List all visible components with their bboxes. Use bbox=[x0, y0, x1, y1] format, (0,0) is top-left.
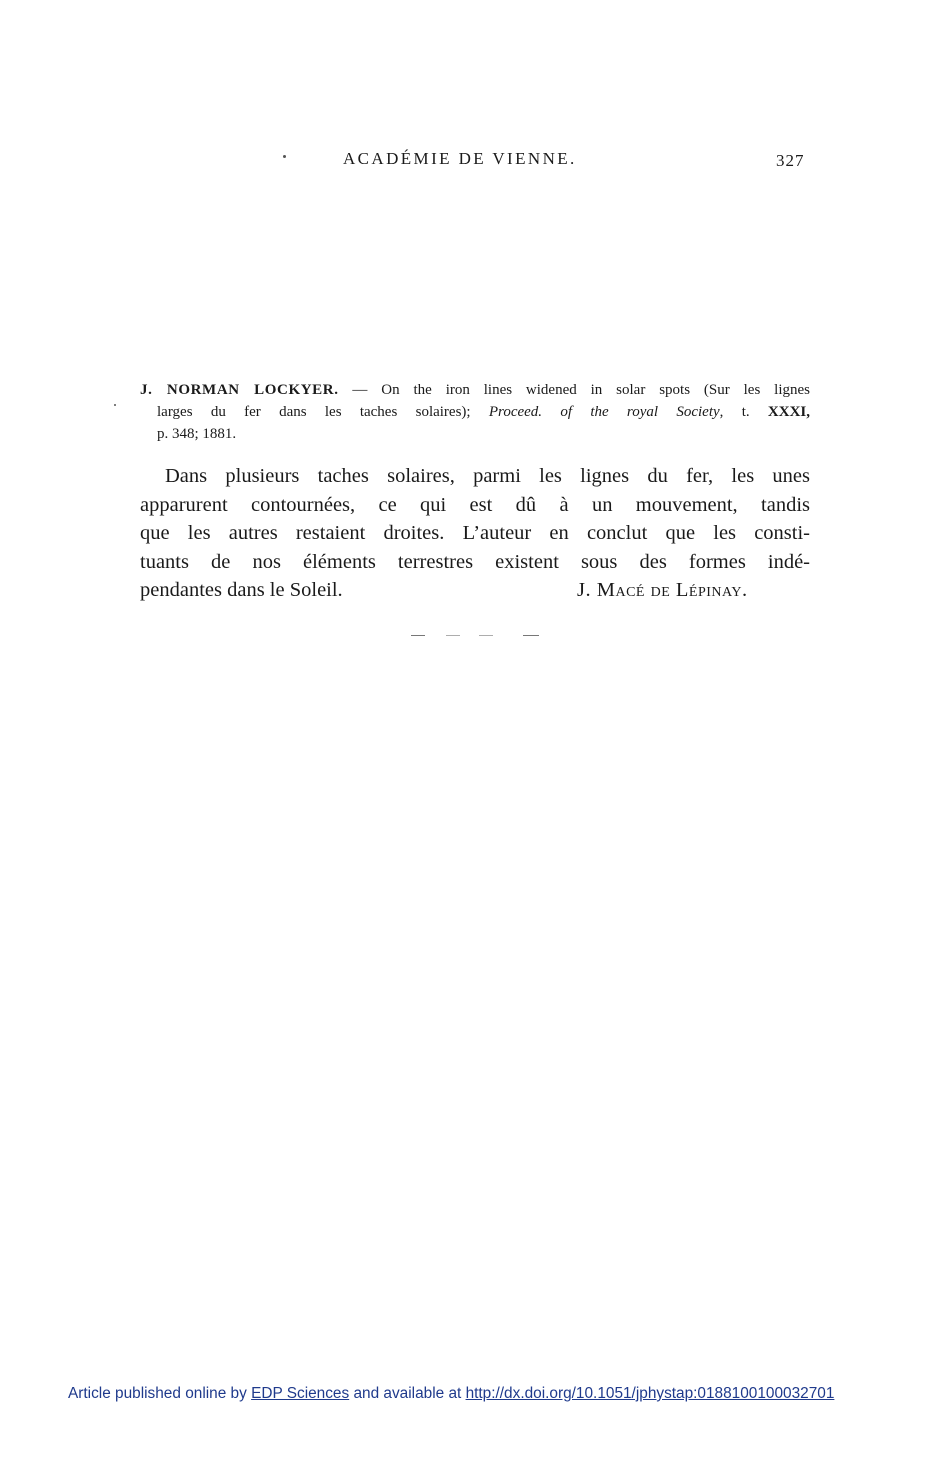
end-rule-dash bbox=[523, 635, 539, 636]
end-rule-dash bbox=[446, 635, 460, 636]
publication-footer bbox=[68, 1385, 834, 1403]
abstract-line: Dans plusieurs taches solaires, parmi les lignes du fer, les unes bbox=[165, 465, 810, 487]
bibliographic-entry bbox=[140, 379, 810, 445]
end-rule bbox=[411, 635, 541, 637]
entry-line-2 bbox=[140, 401, 810, 423]
running-head-title: ACADÉMIE DE VIENNE. bbox=[343, 149, 577, 168]
entry-line-3: p. 348; 1881. bbox=[157, 426, 237, 442]
entry-separator: , t. bbox=[719, 404, 768, 420]
end-rule-dash bbox=[411, 635, 425, 636]
footer-prefix: Article published online by bbox=[68, 1385, 252, 1402]
signature-name: Macé de Lépinay. bbox=[596, 579, 748, 602]
entry-journal: Proceed. of the royal Society bbox=[488, 404, 720, 420]
scan-speck bbox=[114, 404, 116, 406]
entry-title-start: — On the iron lines widened in solar spots (Sur les lignes bbox=[338, 382, 810, 398]
entry-title-end: larges du fer dans les taches solaires); bbox=[157, 404, 489, 420]
signature-initial: J. bbox=[577, 579, 597, 602]
entry-volume: XXXI, bbox=[767, 404, 811, 420]
entry-author: J. NORMAN LOCKYER. bbox=[140, 382, 339, 398]
abstract-last-line bbox=[140, 576, 810, 605]
entry-line-1 bbox=[140, 379, 810, 401]
scan-speck bbox=[283, 155, 286, 158]
abstract-signature bbox=[577, 576, 748, 605]
abstract-line: que les autres restaient droites. L’auteur en conclut que les consti- bbox=[140, 522, 810, 545]
footer-middle: and available at bbox=[349, 1385, 466, 1402]
abstract-line: tuants de nos éléments terrestres existent sous des formes indé- bbox=[140, 550, 810, 573]
publisher-link[interactable]: EDP Sciences bbox=[251, 1385, 350, 1402]
abstract-line: apparurent contournées, ce qui est dû à un mouvement, tandis bbox=[140, 493, 810, 516]
end-rule-dash bbox=[479, 635, 493, 636]
abstract-paragraph bbox=[140, 462, 810, 605]
running-head bbox=[0, 149, 930, 173]
abstract-line: pendantes dans le Soleil. bbox=[140, 579, 343, 602]
page-number: 327 bbox=[776, 151, 805, 170]
doi-link[interactable]: http://dx.doi.org/10.1051/jphystap:0188100100032701 bbox=[465, 1385, 835, 1402]
